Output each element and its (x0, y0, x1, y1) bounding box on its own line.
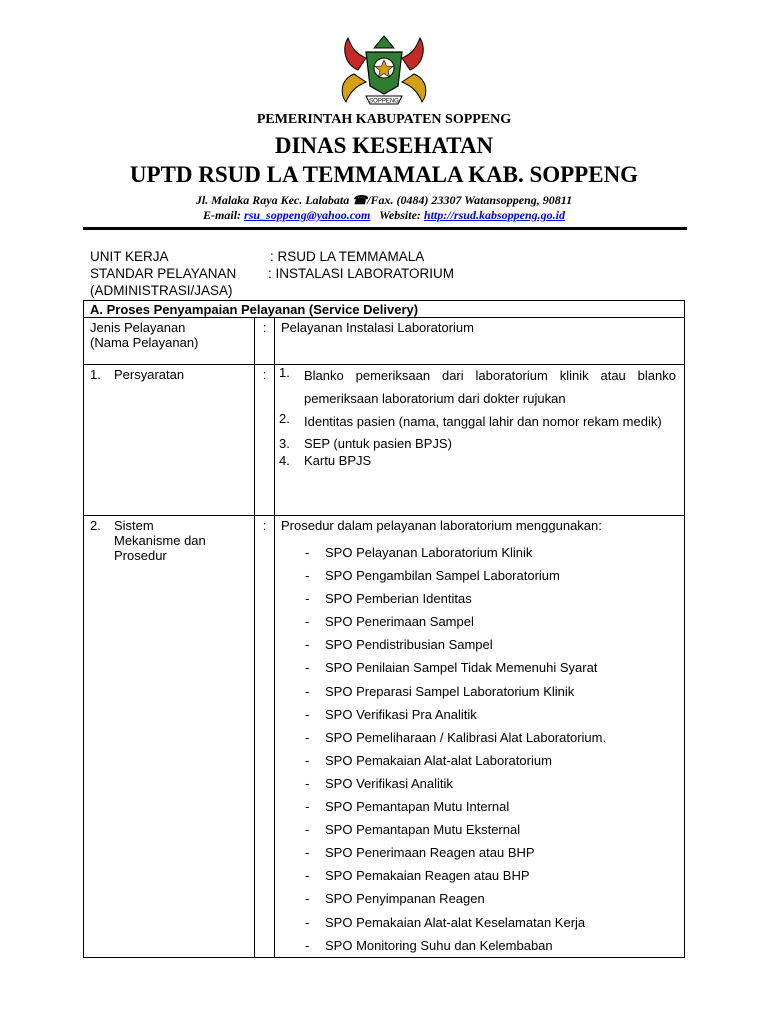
persyaratan-item-text: Blanko pemeriksaan dari laboratorium klinik atau blanko pemeriksaan laboratorium dari dokter rujukan (304, 368, 676, 406)
jenis-pelayanan-row (84, 318, 685, 365)
spo-dash: - (305, 660, 310, 676)
standar-pelayanan-sub: (ADMINISTRASI/JASA) (90, 283, 233, 298)
department-heading: DINAS KESEHATAN (274, 133, 494, 158)
spo-item (281, 680, 684, 703)
persyaratan-item-number: 2. (279, 411, 290, 426)
spo-item-text: SPO Pemberian Identitas (325, 591, 472, 607)
spo-item (281, 887, 684, 910)
spo-item-text: SPO Pemantapan Mutu Internal (325, 799, 510, 815)
email-link[interactable]: rsu_soppeng@yahoo.com (244, 208, 371, 222)
spo-item-text: SPO Verifikasi Pra Analitik (325, 706, 477, 722)
persyaratan-item (275, 453, 684, 469)
persyaratan-list (275, 365, 684, 469)
spo-item (281, 610, 684, 633)
spo-item (281, 656, 684, 679)
spo-item (281, 703, 684, 726)
government-heading: PEMERINTAH KABUPATEN SOPPENG (256, 112, 512, 127)
spo-item (281, 911, 684, 934)
website-link[interactable]: http://rsud.kabsoppeng.go.id (423, 208, 565, 222)
spo-item-text: SPO Pemakaian Alat-alat Keselamatan Kerja (325, 914, 586, 930)
persyaratan-item-text: SEP (untuk pasien BPJS) (304, 435, 452, 451)
spo-item (281, 541, 684, 564)
spo-item-text: SPO Pemantapan Mutu Eksternal (325, 822, 521, 838)
spo-dash: - (305, 868, 310, 884)
spo-dash: - (305, 845, 310, 861)
logo-text: SOPPENG (369, 98, 399, 105)
unit-kerja-label: UNIT KERJA (90, 249, 169, 264)
spo-dash: - (305, 614, 310, 630)
persyaratan-item-number: 4. (279, 452, 290, 468)
spo-item (281, 934, 684, 957)
persyaratan-value-cell (275, 365, 685, 516)
colon: : (255, 318, 275, 365)
spo-item (281, 726, 684, 749)
spo-item-text: SPO Pengambilan Sampel Laboratorium (325, 568, 560, 584)
spo-item (281, 864, 684, 887)
persyaratan-item-number: 3. (279, 435, 290, 451)
website-label: Website: (379, 208, 421, 222)
persyaratan-row (84, 365, 685, 516)
spo-dash: - (305, 752, 310, 768)
spo-item (281, 587, 684, 610)
spo-item-text: SPO Monitoring Suhu dan Kelembaban (325, 937, 553, 953)
spo-item-text: SPO Pemakaian Reagen atau BHP (325, 868, 530, 884)
spo-item-text: SPO Penerimaan Sampel (325, 614, 474, 630)
persyaratan-item (275, 436, 684, 452)
hospital-heading: UPTD RSUD LA TEMMAMALA KAB. SOPPENG (129, 162, 639, 187)
spo-dash: - (305, 822, 310, 838)
spo-item-text: SPO Pelayanan Laboratorium Klinik (325, 545, 533, 560)
service-delivery-table (83, 300, 685, 958)
section-title: A. Proses Penyampaian Pelayanan (Service Delivery) (84, 301, 685, 318)
sistem-value-cell (275, 516, 685, 958)
spo-dash: - (305, 568, 310, 584)
spo-list (281, 541, 684, 957)
persyaratan-item (275, 365, 684, 410)
spo-dash: - (305, 706, 310, 722)
spo-dash: - (305, 683, 310, 699)
contact-line (0, 208, 768, 223)
sistem-intro: Prosedur dalam pelayanan laboratorium menggunakan: (281, 518, 602, 533)
spo-item-text: SPO Penyimpanan Reagen (325, 891, 485, 907)
sistem-label-line3: Prosedur (114, 548, 167, 563)
spo-dash: - (305, 775, 310, 791)
colon: : (255, 365, 275, 516)
spo-item-text: SPO Verifikasi Analitik (325, 775, 453, 791)
sistem-row (84, 516, 685, 958)
spo-item-text: SPO Pendistribusian Sampel (325, 637, 493, 653)
spo-dash: - (305, 914, 310, 930)
spo-dash: - (305, 799, 310, 815)
persyaratan-item (275, 411, 684, 434)
spo-item (281, 772, 684, 795)
jenis-label-line2: (Nama Pelayanan) (90, 335, 199, 350)
sistem-label-line2: Mekanisme dan (114, 533, 206, 548)
jenis-label-line1: Jenis Pelayanan (90, 320, 186, 335)
persyaratan-item-number: 1. (279, 365, 290, 380)
spo-item-text: SPO Pemakaian Alat-alat Laboratorium (325, 752, 552, 768)
email-label: E-mail: (203, 208, 242, 222)
jenis-pelayanan-label (84, 318, 255, 365)
colon: : (255, 516, 275, 958)
spo-item (281, 749, 684, 772)
unit-kerja-value: : RSUD LA TEMMAMALA (270, 249, 425, 264)
sistem-label-line1: Sistem (114, 518, 154, 533)
jenis-pelayanan-value: Pelayanan Instalasi Laboratorium (275, 318, 685, 365)
spo-dash: - (305, 891, 310, 907)
persyaratan-number: 1. (90, 367, 101, 382)
address-line: Jl. Malaka Raya Kec. Lalabata ☎/Fax. (0484) 23307 Watansoppeng, 90811 (195, 193, 573, 207)
spo-dash: - (305, 937, 310, 953)
spo-dash: - (305, 545, 310, 560)
persyaratan-item-text: Identitas pasien (nama, tanggal lahir dan nomor rekam medik) (304, 414, 662, 429)
spo-dash: - (305, 591, 310, 607)
spo-item (281, 564, 684, 587)
header-divider (83, 227, 687, 230)
persyaratan-label-cell (84, 365, 255, 516)
spo-item (281, 633, 684, 656)
spo-dash: - (305, 729, 310, 745)
persyaratan-item-text: Kartu BPJS (304, 452, 372, 468)
sistem-number: 2. (90, 518, 101, 533)
spo-item-text: SPO Penerimaan Reagen atau BHP (325, 845, 535, 861)
soppeng-emblem-logo (338, 30, 430, 108)
spo-item (281, 795, 684, 818)
spo-item-text: SPO Pemeliharaan / Kalibrasi Alat Laboratorium. (325, 729, 607, 745)
spo-item-text: SPO Penilaian Sampel Tidak Memenuhi Syarat (325, 660, 598, 676)
sistem-label-cell (84, 516, 255, 958)
section-header-row (84, 301, 685, 318)
standar-pelayanan-value: : INSTALASI LABORATORIUM (268, 266, 455, 281)
spo-item (281, 841, 684, 864)
persyaratan-label: Persyaratan (114, 367, 185, 382)
standar-pelayanan-label: STANDAR PELAYANAN (90, 266, 237, 281)
spo-dash: - (305, 637, 310, 653)
spo-item (281, 818, 684, 841)
spo-item-text: SPO Preparasi Sampel Laboratorium Klinik (325, 683, 575, 699)
